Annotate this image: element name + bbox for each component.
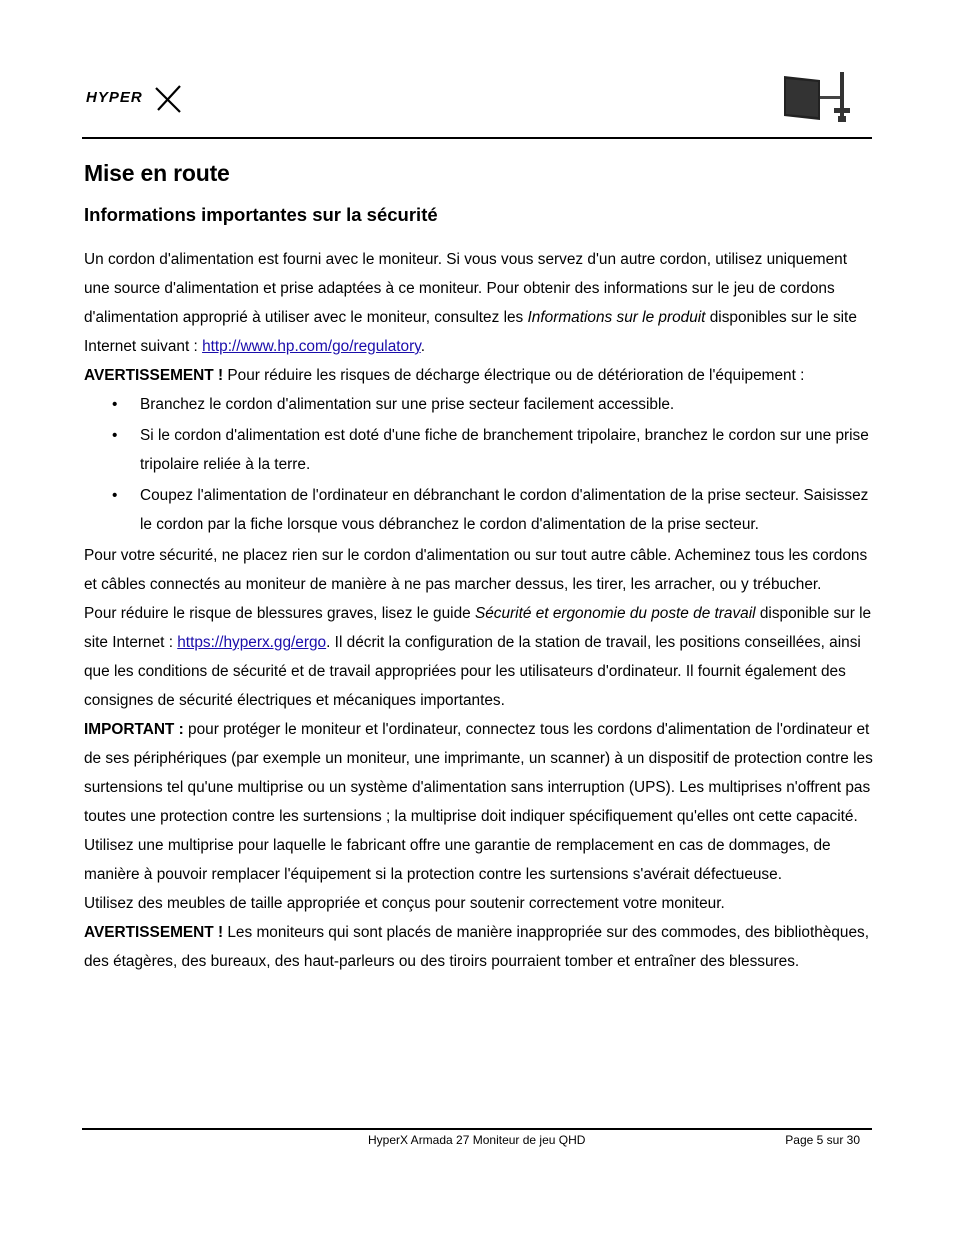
section-title: Informations importantes sur la sécurité bbox=[84, 204, 438, 225]
page-number: Page 5 sur 30 bbox=[785, 1133, 860, 1147]
paragraph-ergonomics: Pour réduire le risque de blessures graves, lisez le guide Sécurité et ergonomie du poste de travail disponible sur le site Internet : https://hyperx.gg/ergo. Il décrit la configuration de la station de travail, les positions conseillées, ainsi que les conditions de sécurité et de travail appropriées pour les utilisateurs d'ordinateur. Il fournit également des consignes de sécurité électriques et mécaniques importantes. bbox=[84, 605, 872, 709]
warning-tipping: AVERTISSEMENT ! Les moniteurs qui sont placés de manière inappropriée sur des commodes, des bibliothèques, des étagères, des bureaux, des haut-parleurs ou des tiroirs pourraient tomber et entraîner des blessures. bbox=[84, 924, 870, 970]
safety-bullet-list bbox=[84, 390, 874, 539]
ergo-link[interactable]: https://hyperx.gg/ergo bbox=[177, 634, 327, 651]
footer-document-title: HyperX Armada 27 Moniteur de jeu QHD bbox=[368, 1133, 586, 1147]
list-item: • Si le cordon d'alimentation est doté d'une fiche de branchement tripolaire, branchez le cordon sur une prise tripolaire reliée à la terre. bbox=[112, 427, 869, 473]
svg-text:HYPER: HYPER bbox=[86, 89, 143, 106]
page-header bbox=[82, 68, 872, 138]
warning-shock: AVERTISSEMENT ! Pour réduire les risques de décharge électrique ou de détérioration de l'équipement : bbox=[84, 367, 805, 384]
page-title: Mise en route bbox=[84, 160, 230, 186]
hyperx-logo bbox=[84, 80, 182, 114]
footer-divider bbox=[82, 1128, 872, 1130]
paragraph-furniture: Utilisez des meubles de taille appropriée et conçus pour soutenir correctement votre moniteur. bbox=[84, 895, 725, 912]
document-body bbox=[84, 245, 874, 976]
header-divider bbox=[82, 137, 872, 139]
monitor-arm-icon bbox=[782, 70, 854, 124]
regulatory-link[interactable]: http://www.hp.com/go/regulatory bbox=[202, 338, 421, 355]
paragraph-cable-safety: Pour votre sécurité, ne placez rien sur le cordon d'alimentation ou sur tout autre câble. Acheminez tous les cordons et câbles connectés au moniteur de manière à ne pas marcher dessus, les tirer, les arracher, ou y trébucher. bbox=[84, 547, 868, 593]
list-item: • Branchez le cordon d'alimentation sur une prise secteur facilement accessible. bbox=[112, 396, 675, 413]
paragraph-power-cord: Un cordon d'alimentation est fourni avec le moniteur. Si vous vous servez d'un autre cordon, utilisez uniquement une source d'alimentation et prise adaptées à ce moniteur. Pour obtenir des informations sur le jeu de cordons d'alimentation approprié à utiliser avec le moniteur, consultez les Informations sur le produit disponibles sur le site Internet suivant : http://www.hp.com/go/regulatory. bbox=[84, 251, 857, 355]
list-item: • Coupez l'alimentation de l'ordinateur en débranchant le cordon d'alimentation de la prise secteur. Saisissez le cordon par la fiche lorsque vous débranchez le cordon d'alimentation de la prise secteur. bbox=[112, 487, 869, 533]
important-notice: IMPORTANT : pour protéger le moniteur et l'ordinateur, connectez tous les cordons d'alimentation de l'ordinateur et de ses périphériques (par exemple un moniteur, une imprimante, un scanner) à un dispositif de protection contre les surtensions tel qu'une multiprise ou un système d'alimentation sans interruption (UPS). Les multiprises n'offrent pas toutes une protection contre les surtensions ; la multiprise doit indiquer spécifiquement qu'elles ont cette capacité. Utilisez une multiprise pour laquelle le fabricant offre une garantie de remplacement en cas de dommages, de manière à pouvoir remplacer l'équipement si la protection contre les surtensions s'avérait défectueuse. bbox=[84, 721, 873, 883]
